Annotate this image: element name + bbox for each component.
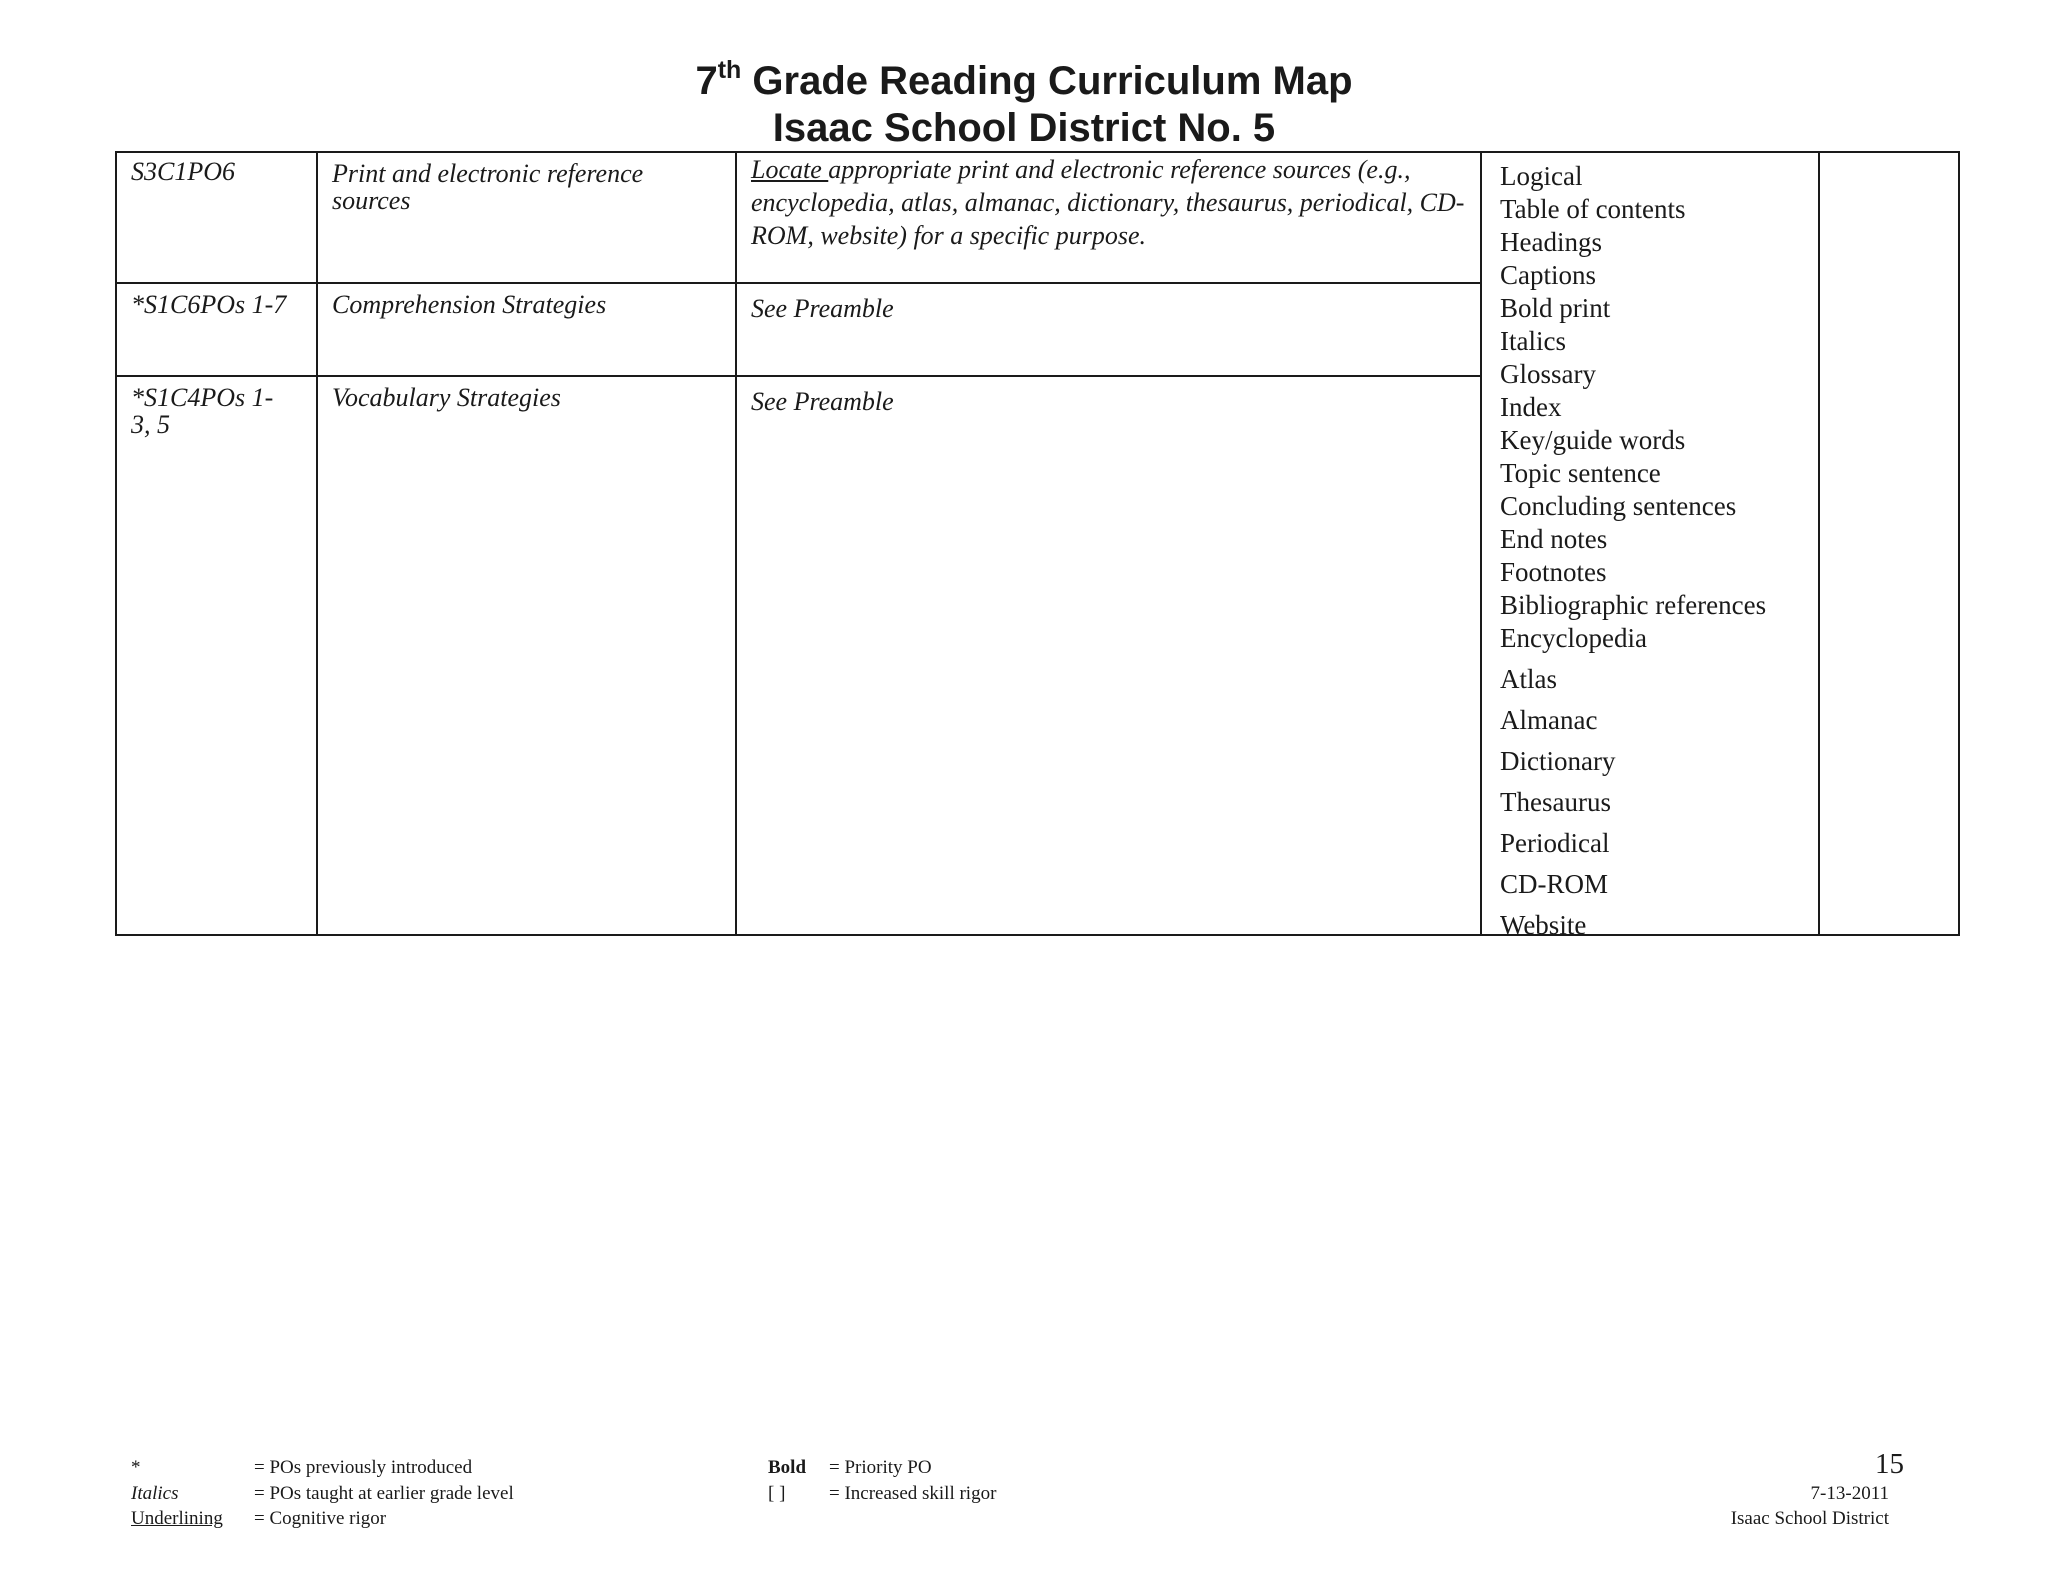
page-subtitle: Isaac School District No. 5 (772, 106, 1276, 150)
footer-org: Isaac School District (1730, 1508, 1889, 1529)
legend-symbol: Underlining (131, 1508, 223, 1529)
page-title: 7th Grade Reading Curriculum Map (695, 56, 1353, 103)
vocabulary-item: Bibliographic references (1500, 590, 1767, 620)
vocabulary-item: Index (1500, 392, 1562, 422)
legend-symbol: * (131, 1457, 141, 1478)
column-divider (1818, 151, 1820, 936)
standard-code (131, 384, 311, 438)
vocabulary-item: Footnotes (1500, 557, 1607, 587)
row-divider (115, 282, 1481, 284)
vocabulary-item: Captions (1500, 260, 1597, 290)
vocabulary-item: Almanac (1500, 705, 1598, 735)
vocabulary-item: CD-ROM (1500, 869, 1609, 899)
vocabulary-item: End notes (1500, 524, 1608, 554)
legend-meaning: = Priority PO (829, 1457, 932, 1478)
vocabulary-item: Topic sentence (1500, 458, 1661, 488)
vocabulary-item: Table of contents (1500, 194, 1686, 224)
vocabulary-item: Dictionary (1500, 746, 1616, 776)
concept-cell: Comprehension Strategies (332, 290, 607, 319)
objective-cell: See Preamble (751, 387, 894, 416)
row-divider (115, 375, 1481, 377)
objective-cell (751, 153, 1471, 252)
table-border-right (1958, 151, 1960, 936)
standard-code: *S1C6POs 1-7 (131, 290, 287, 319)
legend-symbol: Bold (768, 1457, 807, 1478)
vocabulary-item: Atlas (1500, 664, 1557, 694)
legend-meaning: = POs previously introduced (254, 1457, 473, 1478)
vocabulary-item: Encyclopedia (1500, 623, 1647, 653)
objective-cell: See Preamble (751, 294, 894, 323)
legend-meaning: = POs taught at earlier grade level (254, 1483, 514, 1504)
vocabulary-item: Italics (1500, 326, 1566, 356)
column-divider (316, 151, 318, 936)
standard-code-line: *S1C4POs 1- (131, 383, 274, 412)
concept-cell: Vocabulary Strategies (332, 383, 561, 412)
vocabulary-item: Thesaurus (1500, 787, 1611, 817)
vocabulary-item: Concluding sentences (1500, 491, 1737, 521)
column-divider (1480, 151, 1482, 936)
vocabulary-list (1500, 160, 1766, 950)
standard-code: S3C1PO6 (131, 157, 235, 186)
concept-cell: Print and electronic reference sources (332, 159, 644, 215)
vocabulary-item: Logical (1500, 161, 1583, 191)
page-number: 15 (1875, 1448, 1904, 1480)
column-divider (735, 151, 737, 936)
vocabulary-item: Periodical (1500, 828, 1610, 858)
vocabulary-item: Website (1500, 910, 1587, 940)
standard-code-line: 3, 5 (131, 410, 170, 439)
legend-meaning: = Increased skill rigor (829, 1483, 997, 1504)
vocabulary-item: Glossary (1500, 359, 1596, 389)
legend-symbol: [ ] (768, 1483, 786, 1504)
legend-meaning: = Cognitive rigor (254, 1508, 387, 1529)
vocabulary-item: Headings (1500, 227, 1602, 257)
objective-text: appropriate print and electronic reference sources (e.g., encyclopedia, atlas, almanac, dictionary, thesaurus, periodical, CD-ROM, website) for a specific purpose. (751, 155, 1465, 250)
objective-verb: Locate (751, 155, 829, 184)
vocabulary-item: Key/guide words (1500, 425, 1686, 455)
vocabulary-item: Bold print (1500, 293, 1611, 323)
legend-symbol: Italics (131, 1483, 179, 1504)
footer-date: 7-13-2011 (1810, 1483, 1889, 1504)
table-border-left (115, 151, 117, 936)
